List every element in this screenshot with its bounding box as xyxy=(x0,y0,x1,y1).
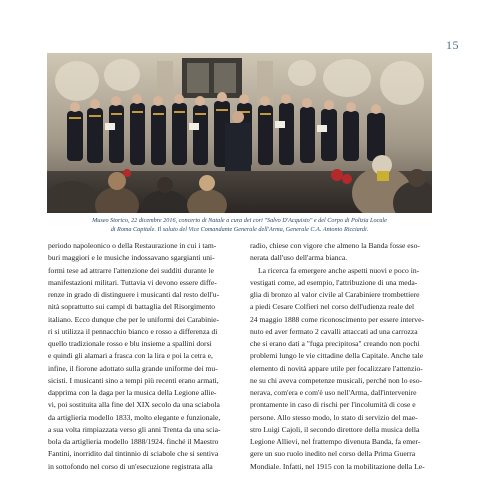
text-line: radio, chiese con vigore che almeno la Banda fosse eso- xyxy=(250,241,420,250)
text-line: e quindi gli alamari a frasca con la lira e poi la cetra e, xyxy=(48,351,213,361)
caption-line: Museo Storico, 22 dicembre 2016, concerto di Natale a cura dei cori "Salvo D'Acquisto" e del Corpo di Polizia Locale xyxy=(92,217,387,224)
text-line: nuto ed aver fermato 2 cavalli attaccati ad una carrozza xyxy=(250,326,418,336)
text-line: persone. Allo stesso modo, lo stato di servizio del mae- xyxy=(250,412,418,422)
text-line: a piedi Cesare Colfieri nel corso dell'udienza reale del xyxy=(250,302,415,312)
text-line: glia di bronzo al valor civile al Carabiniere trombettiere xyxy=(250,290,420,299)
concert-photo xyxy=(47,53,432,213)
page-number: 15 xyxy=(446,38,459,52)
text-line: La ricerca fa emergere anche aspetti nuovi e poco in- xyxy=(258,265,420,275)
text-line: dapprima con la daga per la musica della Legione allie- xyxy=(48,388,217,397)
caption-line: di Roma Capitale. Il saluto del Vice Comandante Generale dell'Arma, Generale C.A. Antonio Ricciardi. xyxy=(110,225,369,233)
text-line: stro Luigi Cajoli, il secondo direttore della musica della xyxy=(250,424,420,434)
text-line: periodo napoleonico o della Restaurazione in cui i tam- xyxy=(48,241,217,250)
text-line: buri maggiori e le musiche indossavano sgargianti uni- xyxy=(48,253,215,263)
text-line: Fantini, inorridito dal tintinnio di sciabole che si sentiva xyxy=(48,449,219,459)
text-line: vi, poi sostituita alla fine del XIX secolo da una sciabola xyxy=(48,400,220,410)
text-column-right xyxy=(250,240,429,473)
text-line: nità soprattutto sui campi di battaglia del Risorgimento xyxy=(48,302,216,312)
text-line: 24 maggio 1888 come riconoscimento per essere interve- xyxy=(250,314,424,324)
text-line: prontamente in caso di rischi per l'incolumità di cose e xyxy=(250,400,416,410)
text-line: sicisti. I musicanti sino a tempi più recenti erano armati, xyxy=(48,375,219,385)
text-line: gere un suo ruolo inedito nel corso della Prima Guerra xyxy=(250,449,416,459)
text-line: infine, il fiorone adottato sulla grande uniforme dei mu- xyxy=(48,363,218,373)
photo-caption xyxy=(47,217,432,234)
text-line: vestigati come, ad esempio, l'attribuzione di una meda- xyxy=(250,277,418,287)
text-line: quello tradizionale rosso e blu insieme a spallini dorsi xyxy=(48,339,212,348)
text-line: italiano. Ecco dunque che per le uniformi dei Carabinie- xyxy=(48,314,220,324)
text-line: da artiglieria modello 1833, molto elegante e funzionale, xyxy=(48,412,221,422)
text-column-left xyxy=(48,240,227,473)
text-line: renze in grado di distinguere i musicanti dal resto dell'u- xyxy=(48,290,220,299)
text-line: ri si utilizza il pennacchio bianco e rosso a differenza di xyxy=(48,326,218,336)
text-line: ne su chi aveva competenze musicali, perché non lo eso- xyxy=(250,375,423,385)
text-line: problemi lungo le vie cittadine della Capitale. Anche tale xyxy=(250,351,424,361)
text-line: che si erano dati a "fuga precipitosa" creando non pochi xyxy=(250,339,420,348)
text-line: nerata dall'uso dell'arma bianca. xyxy=(250,253,348,263)
text-line: a sua volta rimpiazzata verso gli anni Trenta da una scia- xyxy=(48,424,221,434)
text-line: elemento di novità appare utile per focalizzare l'attenzio- xyxy=(250,363,423,373)
text-line: bola da artiglieria modello 1888/1924. finché il Maestro xyxy=(48,437,219,446)
text-line: in sottofondo nel corso di un'esecuzione registrata alla xyxy=(48,461,213,471)
text-line: Legione Allievi, nel frattempo divenuta Banda, fa emer- xyxy=(250,437,421,446)
text-line: Mondiale. Infatti, nel 1915 con la mobilitazione della Le- xyxy=(250,461,425,471)
text-line: nerava, com'era e com'è uso nell'Arma, dall'intervenire xyxy=(250,388,417,397)
text-line: formi tese ad attrarre l'attenzione dei sudditi durante le xyxy=(48,265,214,275)
text-line: manifestazioni militari. Tuttavia vi devono essere diffe- xyxy=(48,277,217,287)
